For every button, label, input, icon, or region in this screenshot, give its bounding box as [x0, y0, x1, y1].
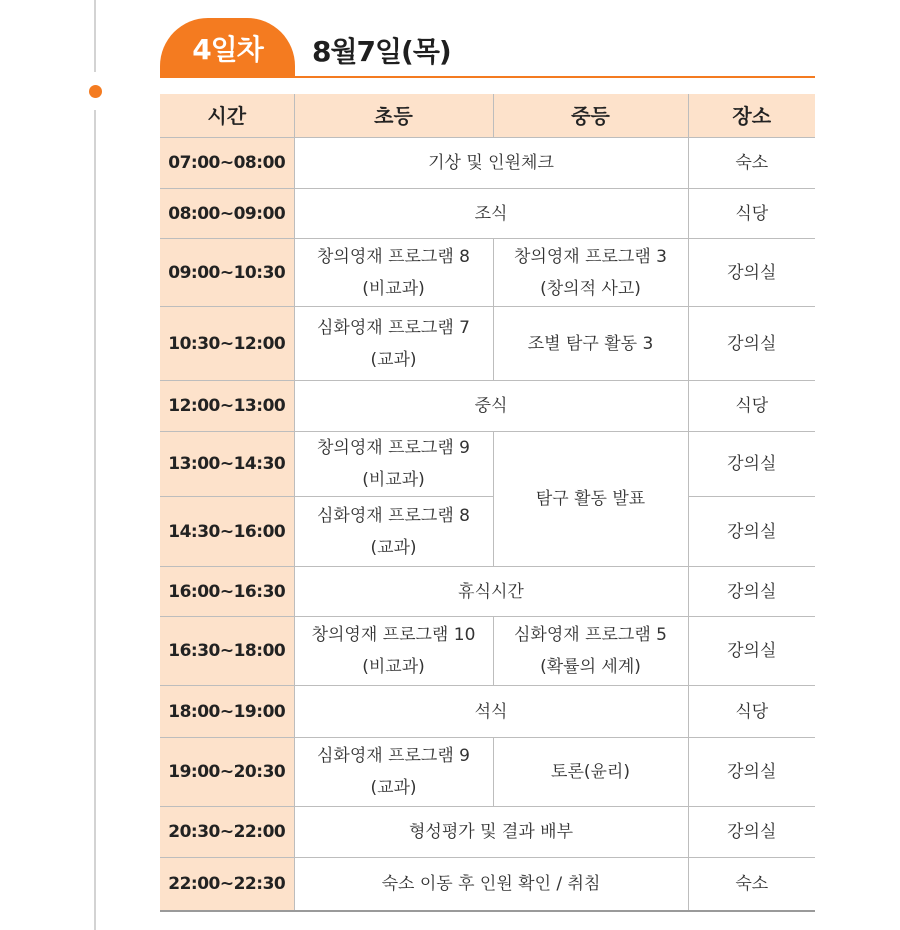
middle-cell: 탐구 활동 발표	[493, 432, 688, 567]
table-row	[160, 432, 815, 497]
program-type: (창의적 사고)	[540, 278, 641, 299]
program-name: 심화영재 프로그램 8	[317, 505, 470, 526]
time-cell: 16:30~18:00	[160, 617, 294, 686]
schedule-table	[160, 94, 815, 912]
program-name: 창의영재 프로그램 3	[514, 246, 667, 267]
place-cell: 강의실	[688, 432, 815, 497]
column-header-place: 장소	[688, 94, 815, 138]
column-header-elementary: 초등	[294, 94, 493, 138]
table-row	[160, 617, 815, 686]
place-cell: 식당	[688, 381, 815, 432]
time-cell: 10:30~12:00	[160, 307, 294, 381]
time-cell: 08:00~09:00	[160, 189, 294, 239]
time-cell: 22:00~22:30	[160, 858, 294, 911]
program-type: (교과)	[370, 537, 417, 558]
program-name: 창의영재 프로그램 9	[317, 438, 470, 458]
column-header-time: 시간	[160, 94, 294, 138]
elementary-cell	[294, 497, 493, 567]
day-badge	[160, 18, 295, 78]
program-type: (교과)	[370, 349, 417, 370]
program-type: (비교과)	[362, 278, 425, 299]
activity-cell: 조식	[294, 189, 688, 239]
place-cell: 식당	[688, 189, 815, 239]
program-type: (교과)	[370, 778, 417, 798]
day-badge-label: 4일차	[192, 33, 263, 66]
program-type: (비교과)	[362, 657, 425, 677]
date-heading: 8월7일(목)	[312, 35, 451, 68]
program-type: (비교과)	[362, 470, 425, 490]
program-name: 심화영재 프로그램 9	[317, 746, 470, 766]
table-row	[160, 686, 815, 738]
elementary-cell	[294, 239, 493, 307]
place-cell: 강의실	[688, 807, 815, 858]
place-cell: 식당	[688, 686, 815, 738]
activity-cell: 기상 및 인원체크	[294, 138, 688, 189]
elementary-cell	[294, 738, 493, 807]
middle-cell	[493, 617, 688, 686]
time-cell: 14:30~16:00	[160, 497, 294, 567]
activity-cell: 석식	[294, 686, 688, 738]
place-cell: 숙소	[688, 138, 815, 189]
elementary-cell	[294, 307, 493, 381]
place-cell: 강의실	[688, 617, 815, 686]
program-name: 심화영재 프로그램 7	[317, 317, 470, 338]
timeline-dot	[89, 85, 102, 98]
place-cell: 강의실	[688, 497, 815, 567]
place-cell: 강의실	[688, 307, 815, 381]
program-name: 창의영재 프로그램 10	[311, 625, 476, 645]
table-header-row	[160, 94, 815, 138]
program-name: 창의영재 프로그램 8	[317, 246, 470, 267]
time-cell: 13:00~14:30	[160, 432, 294, 497]
table-row	[160, 807, 815, 858]
time-cell: 19:00~20:30	[160, 738, 294, 807]
program-name: 심화영재 프로그램 5	[514, 625, 667, 645]
activity-cell: 중식	[294, 381, 688, 432]
place-cell: 숙소	[688, 858, 815, 911]
time-cell: 18:00~19:00	[160, 686, 294, 738]
elementary-cell	[294, 432, 493, 497]
header-divider	[160, 76, 815, 78]
table-row	[160, 381, 815, 432]
middle-cell: 토론(윤리)	[493, 738, 688, 807]
activity-cell: 형성평가 및 결과 배부	[294, 807, 688, 858]
table-row	[160, 138, 815, 189]
time-cell: 09:00~10:30	[160, 239, 294, 307]
program-type: (확률의 세계)	[540, 657, 641, 677]
column-header-middle: 중등	[493, 94, 688, 138]
elementary-cell	[294, 617, 493, 686]
time-cell: 12:00~13:00	[160, 381, 294, 432]
table-row	[160, 567, 815, 617]
place-cell: 강의실	[688, 567, 815, 617]
place-cell: 강의실	[688, 239, 815, 307]
table-row	[160, 239, 815, 307]
activity-cell: 휴식시간	[294, 567, 688, 617]
table-row	[160, 189, 815, 239]
time-cell: 16:00~16:30	[160, 567, 294, 617]
time-cell: 20:30~22:00	[160, 807, 294, 858]
activity-cell: 숙소 이동 후 인원 확인 / 취침	[294, 858, 688, 911]
middle-cell	[493, 239, 688, 307]
place-cell: 강의실	[688, 738, 815, 807]
table-row	[160, 858, 815, 911]
middle-cell: 조별 탐구 활동 3	[493, 307, 688, 381]
table-row	[160, 738, 815, 807]
timeline-line	[94, 0, 96, 930]
table-row	[160, 307, 815, 381]
time-cell: 07:00~08:00	[160, 138, 294, 189]
table-row	[160, 497, 815, 567]
